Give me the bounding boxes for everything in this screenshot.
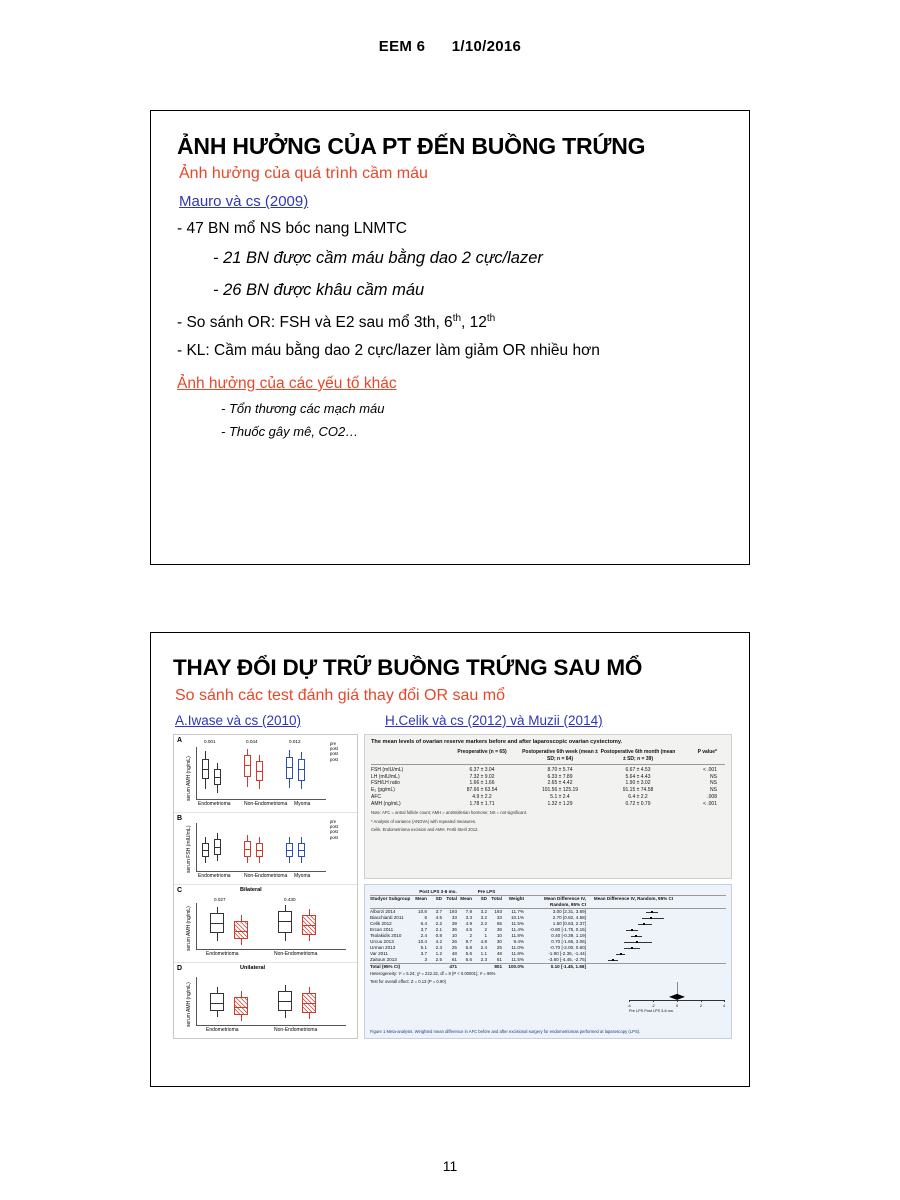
cell-sd2: 3.2 xyxy=(480,914,487,920)
figures-right-column xyxy=(364,734,732,1039)
figure-muzii-forest-plot xyxy=(364,884,732,1039)
panel-d-xlabel-1: Endometrioma xyxy=(206,1026,239,1033)
cell-m6: 6.4 ± 2.2 xyxy=(628,793,648,800)
cell-total-label: Total (95% CI) xyxy=(370,963,401,969)
axis-tick-5: 4 xyxy=(722,1002,726,1008)
panel-a-pvalue-2: 0.044 xyxy=(246,738,258,744)
cell-total1: 471 xyxy=(449,963,457,969)
table-col-0 xyxy=(371,749,443,763)
panel-b-xlabel-3: Myoma xyxy=(294,872,311,879)
slide-ovary-surgery-effect xyxy=(150,110,750,565)
cell-mean2: 4.5 xyxy=(465,926,472,932)
slide1-bullet-3: - 26 BN được khâu cầm máu xyxy=(213,280,425,299)
cell-w6: 8.70 ± 5.74 xyxy=(547,766,573,773)
forest-axis xyxy=(629,982,725,1012)
cell-sd1: 1.2 xyxy=(435,950,442,956)
cell-sd1: 2.2 xyxy=(435,920,442,926)
group-header-pre: Pre LPS xyxy=(477,888,496,894)
cell-total1: 25 xyxy=(451,944,457,950)
cell-mean2: 2 xyxy=(469,932,472,938)
cell-mean1: 10.4 xyxy=(418,938,427,944)
table-caption: The mean levels of ovarian reserve markers before and after laparoscopic ovarian cystectomy. xyxy=(371,738,623,745)
cell-total2: 801 xyxy=(494,963,502,969)
cell-w6: 101.56 ± 125.19 xyxy=(541,787,579,794)
slide2-figure-references xyxy=(175,713,733,728)
slide2-figures xyxy=(173,734,733,1039)
legend-item-4: post xyxy=(330,756,338,762)
cell-md: 0.10 [-1.45, 1.66] xyxy=(550,963,586,969)
table-row xyxy=(371,774,725,781)
forest-row xyxy=(370,957,726,963)
cell-mean2: 5.6 xyxy=(465,950,472,956)
cell-sd2: 2.2 xyxy=(480,920,487,926)
cell-m6: 0.72 ± 0.79 xyxy=(625,800,651,807)
slide1-bullet-1: - 47 BN mổ NS bóc nang LNMTC xyxy=(177,220,408,238)
cell-sd1: 4.5 xyxy=(435,914,442,920)
cell-marker: FSH/LH ratio xyxy=(371,780,400,787)
slide2-subtitle: So sánh các test đánh giá thay đổi OR sau mổ xyxy=(175,686,505,704)
cell-pre: 6.37 ± 3.04 xyxy=(469,766,495,773)
panel-d-ylabel: serum AMH (ng/mL) xyxy=(186,982,192,1027)
panel-a-pvalue-1: 0.001 xyxy=(204,738,216,744)
cell-plot xyxy=(586,957,681,963)
table-col-1: Preoperative (n = 65) xyxy=(457,749,507,756)
cell-marker: AFC xyxy=(371,793,381,800)
cell-weight: 100.0% xyxy=(508,963,524,969)
cell-md: -0.70 [-2.00, 0.60] xyxy=(549,944,586,950)
forest-heterogeneity: Heterogeneity: τ² = 5.24; χ² = 222.32, df = 8 (P < 0.00001); I² = 96% xyxy=(370,971,496,977)
legend-item-1: pre xyxy=(330,740,337,746)
panel-a-letter: A xyxy=(177,736,183,744)
cell-w6: 1.32 ± 1.29 xyxy=(547,800,573,807)
cell-study: Zaitoun 2013 xyxy=(370,956,397,962)
panel-c-title: Bilateral xyxy=(240,886,262,893)
cell-mean2: 5.8 xyxy=(465,944,472,950)
cell-sd1: 0.8 xyxy=(435,932,442,938)
panel-c-xlabel-2: Non-Endometrioma xyxy=(274,950,318,957)
panel-c-ylabel: serum AMH (ng/mL) xyxy=(186,906,192,951)
forest-column-headers xyxy=(370,896,726,909)
cell-pre: 1.66 ± 1.66 xyxy=(469,780,495,787)
forest-total-row xyxy=(370,963,726,970)
panel-c-letter: C xyxy=(177,886,183,894)
col-sd1: SD xyxy=(435,895,442,901)
cell-total2: 10 xyxy=(496,932,502,938)
slide2-title: THAY ĐỔI DỰ TRỮ BUỒNG TRỨNG SAU MỔ xyxy=(173,655,643,680)
cell-w6: 6.33 ± 7.89 xyxy=(547,773,573,780)
cell-p: NS xyxy=(710,780,717,787)
cell-md: -3.60 [-4.45, -2.75] xyxy=(548,956,586,962)
figure-iwase-boxplots xyxy=(173,734,358,1039)
col-total1: Total xyxy=(446,895,457,901)
cell-p: NS xyxy=(710,773,717,780)
panel-a-xlabel-2: Non-Endometrioma xyxy=(244,800,288,807)
cell-m6: 6.67 ± 4.53 xyxy=(625,766,651,773)
cell-mean2: 7.8 xyxy=(465,908,472,914)
slide1-bullet-2: - 21 BN được cầm máu bằng dao 2 cực/lazer xyxy=(213,249,543,268)
panel-a-ylabel: serum AMH (ng/mL) xyxy=(186,756,192,801)
panel-a-xlabel-1: Endometrioma xyxy=(198,800,231,807)
cell-sd1: 2.3 xyxy=(435,944,442,950)
table-row xyxy=(371,794,725,801)
cell-study: Urman 2013 xyxy=(370,944,396,950)
panel-b-xlabel-1: Endometrioma xyxy=(198,872,231,879)
cell-mean2: 6.6 xyxy=(465,956,472,962)
col-mean1: Mean xyxy=(415,895,427,901)
cell-weight: 11.0% xyxy=(511,944,524,950)
cell-study: Alborzi 2014 xyxy=(370,908,396,914)
cell-md: 2.70 [0.82, 4.58] xyxy=(552,914,586,920)
cell-w6: 5.1 ± 2.4 xyxy=(550,793,570,800)
cell-mean2: 3.3 xyxy=(465,914,472,920)
cell-pre: 1.78 ± 1.71 xyxy=(469,800,495,807)
cell-study: Var 2011 xyxy=(370,950,388,956)
cell-total1: 193 xyxy=(449,908,457,914)
cell-md: -0.80 [-1.75, 0.15] xyxy=(549,926,586,932)
panel-c-xlabel-1: Endometrioma xyxy=(206,950,239,957)
legend-item-4: post xyxy=(330,834,338,840)
cell-mean1: 6 xyxy=(424,914,427,920)
cell-sd2: 1 xyxy=(484,932,487,938)
cell-m6: 91.15 ± 74.58 xyxy=(622,787,654,794)
col-weight: Weight xyxy=(508,895,524,901)
page-number: 11 xyxy=(442,1158,458,1174)
panel-a-legend xyxy=(330,741,338,762)
slide1-sub-bullet-2: - Thuốc gây mê, CO2… xyxy=(221,423,359,439)
table-row xyxy=(371,787,725,794)
cell-weight: 11.5% xyxy=(511,956,524,962)
forest-caption: Figure 1 Meta-analysis. Weighted mean difference in AFC before and after excisional surgery for endometriomas performed at laparoscopy (LPS). xyxy=(370,1029,641,1035)
panel-a-xlabel-3: Myoma xyxy=(294,800,311,807)
cell-total1: 61 xyxy=(451,956,457,962)
cell-pre: 87.66 ± 63.54 xyxy=(466,787,498,794)
cell-mean2: 4.9 xyxy=(465,920,472,926)
legend-item-3: post xyxy=(330,751,338,757)
panel-b xyxy=(174,813,358,885)
cell-md: -1.90 [-2.36, -1.44] xyxy=(548,950,586,956)
cell-study: Urcuu 2013 xyxy=(370,938,394,944)
slide-ovarian-reserve-change xyxy=(150,632,750,1087)
cell-mean1: 2.4 xyxy=(420,932,427,938)
cell-total2: 30 xyxy=(496,938,502,944)
forest-overall-effect: Test for overall effect: Z = 0.13 (P = 0.90) xyxy=(370,978,446,984)
compare-prefix: - So sánh OR: FSH và E2 sau mổ 3th, 6 xyxy=(177,313,453,331)
cell-sd2: 3.2 xyxy=(480,908,487,914)
cell-total2: 65 xyxy=(496,920,502,926)
cell-p: < .001 xyxy=(702,766,717,773)
panel-c xyxy=(174,885,358,963)
cell-sd1: 2.5 xyxy=(435,956,442,962)
table-row xyxy=(371,780,725,787)
group-header-post: Post LPS 3-6 mo. xyxy=(419,888,457,894)
legend-item-1: pre xyxy=(330,818,337,824)
figure-celik-table xyxy=(364,734,732,879)
slide1-bullet-conclusion: - KL: Cầm máu bằng dao 2 cực/lazer làm giảm OR nhiều hơn xyxy=(177,342,600,360)
panel-b-legend xyxy=(330,819,338,840)
reference-celik-muzii: H.Celik và cs (2012) và Muzii (2014) xyxy=(385,712,603,728)
cell-p: < .001 xyxy=(702,800,717,807)
cell-sd2: 2.4 xyxy=(480,944,487,950)
cell-md: 1.50 [0.63, 2.37] xyxy=(552,920,586,926)
compare-sup-2: th xyxy=(486,312,496,324)
cell-p: .008 xyxy=(707,793,717,800)
cell-study: Biacchiardi 2011 xyxy=(370,914,404,920)
cell-total2: 48 xyxy=(496,950,502,956)
cell-mean1: 3.7 xyxy=(420,926,427,932)
cell-pre: 4.9 ± 2.2 xyxy=(472,793,492,800)
cell-sd1: 4.2 xyxy=(435,938,442,944)
compare-mid: , 12 xyxy=(461,313,487,331)
cell-total2: 193 xyxy=(494,908,502,914)
table-note-1: Note: AFC = antral follicle count; AMH = antimüllerian hormone; NS = not significant. xyxy=(371,810,528,816)
cell-total1: 48 xyxy=(451,950,457,956)
cell-total1: 10 xyxy=(451,932,457,938)
cell-total2: 25 xyxy=(496,944,502,950)
panel-c-pvalue-2: 0.430 xyxy=(284,896,296,902)
cell-plot xyxy=(586,964,681,970)
reference-iwase: A.Iwase và cs (2010) xyxy=(175,712,302,728)
col-study: Studyor Subgroup xyxy=(370,895,411,901)
slide1-sub-bullet-1: - Tổn thương các mạch máu xyxy=(221,400,385,416)
table-col-4: P value* xyxy=(697,749,717,756)
cell-mean2: 9.7 xyxy=(465,938,472,944)
cell-m6: 5.64 ± 4.43 xyxy=(625,773,651,780)
axis-tick-3: 0 xyxy=(675,1002,679,1008)
col-sd2: SD xyxy=(480,895,487,901)
cell-sd2: 2 xyxy=(484,926,487,932)
cell-marker: AMH (ng/mL) xyxy=(371,800,401,807)
col-md-plot: Mean Difference IV, Random, 95% CI xyxy=(593,895,674,901)
cell-weight: 11.8% xyxy=(511,932,524,938)
document-date: 1/10/2016 xyxy=(451,38,522,55)
compare-sup-1: th xyxy=(452,312,462,324)
slide1-bullet-compare xyxy=(177,313,729,333)
table-col-3: Postoperative 6th month (mean ± SD; n = 39) xyxy=(600,749,676,763)
panel-d-xlabel-2: Non-Endometrioma xyxy=(274,1026,318,1033)
panel-a xyxy=(174,735,358,813)
slide1-title: ẢNH HƯỞNG CỦA PT ĐẾN BUỒNG TRỨNG xyxy=(177,133,646,159)
cell-weight: 9.4% xyxy=(513,938,524,944)
axis-tick-4: 2 xyxy=(699,1002,703,1008)
table-col-2: Postoperative 6th week (mean ± SD; n = 64) xyxy=(522,749,598,763)
panel-c-pvalue-1: 0.027 xyxy=(214,896,226,902)
panel-d xyxy=(174,963,358,1039)
cell-total1: 33 xyxy=(451,914,457,920)
table-row xyxy=(371,767,725,774)
cell-weight: 11.5% xyxy=(511,920,524,926)
cell-sd1: 3.7 xyxy=(435,908,442,914)
col-mean2: Mean xyxy=(460,895,472,901)
cell-weight: 11.4% xyxy=(511,926,524,932)
legend-item-2: post xyxy=(330,824,338,830)
col-md: Mean Difference IV, Random, 95% CI xyxy=(544,895,586,907)
cell-study: Ercan 2011 xyxy=(370,926,394,932)
table-note-3: Celik. Endometrioma excision and AMH. Fertil Steril 2012. xyxy=(371,827,479,833)
panel-d-title: Unilateral xyxy=(240,964,266,971)
cell-sd1: 2.1 xyxy=(435,926,442,932)
cell-mean1: 6.4 xyxy=(420,920,427,926)
cell-mean1: 5.1 xyxy=(420,944,427,950)
cell-md: 0.40 [-0.39, 1.19] xyxy=(551,932,586,938)
cell-study: Tsolakidis 2010 xyxy=(370,932,402,938)
slide1-reference: Mauro và cs (2009) xyxy=(179,193,309,211)
axis-tick-2: -2 xyxy=(651,1002,655,1008)
axis-tick-1: -4 xyxy=(627,1002,631,1008)
forest-group-headers xyxy=(370,889,726,896)
panel-b-ylabel: serum FSH (mIU/mL) xyxy=(186,825,192,873)
page-header xyxy=(0,38,900,55)
cell-marker: E₂ (pg/mL) xyxy=(371,787,395,794)
cell-mean1: 10.8 xyxy=(418,908,427,914)
slide1-subtitle: Ảnh hưởng của quá trình cầm máu xyxy=(179,165,428,183)
legend-item-3: post xyxy=(330,829,338,835)
cell-total2: 33 xyxy=(496,914,502,920)
cell-mean1: 3.7 xyxy=(420,950,427,956)
cell-mean1: 3 xyxy=(424,956,427,962)
document-code: EEM 6 xyxy=(378,38,426,55)
cell-marker: LH (mIU/mL) xyxy=(371,773,400,780)
cell-sd2: 2.3 xyxy=(480,956,487,962)
panel-b-letter: B xyxy=(177,814,183,822)
cell-md: 0.70 [-1.66, 3.06] xyxy=(551,938,586,944)
table-note-2: * Analysis of variance (ANOVA) with repeated measures. xyxy=(371,818,477,824)
slide1-section-head: Ảnh hưởng của các yếu tố khác xyxy=(177,374,397,392)
cell-m6: 1.90 ± 3.02 xyxy=(625,780,651,787)
panel-b-xlabel-2: Non-Endometrioma xyxy=(244,872,288,879)
panel-d-letter: D xyxy=(177,964,183,972)
cell-p: NS xyxy=(710,787,717,794)
cell-total1: 36 xyxy=(451,926,457,932)
cell-sd2: 1.1 xyxy=(480,950,487,956)
panel-a-pvalue-3: 0.012 xyxy=(289,738,301,744)
table-row xyxy=(371,801,725,808)
cell-total2: 36 xyxy=(496,926,502,932)
cell-total2: 61 xyxy=(496,956,502,962)
cell-study: Celik 2012 xyxy=(370,920,392,926)
cell-sd2: 4.8 xyxy=(480,938,487,944)
cell-pre: 7.32 ± 9.02 xyxy=(469,773,495,780)
cell-md: 3.00 [2.31, 3.69] xyxy=(552,908,586,914)
cell-total1: 39 xyxy=(451,920,457,926)
axis-footnote: Pre LPS Post LPS 3-6 mo. xyxy=(629,1008,674,1013)
cell-total1: 26 xyxy=(451,938,457,944)
table-header-row xyxy=(371,749,725,765)
cell-w6: 2.65 ± 4.42 xyxy=(547,780,573,787)
cell-weight: 11.7% xyxy=(511,908,524,914)
cell-weight: 10.1% xyxy=(510,914,524,920)
cell-marker: FSH (mIU/mL) xyxy=(371,766,404,773)
legend-item-2: post xyxy=(330,746,338,752)
cell-weight: 11.8% xyxy=(511,950,524,956)
col-total2: Total xyxy=(491,895,502,901)
